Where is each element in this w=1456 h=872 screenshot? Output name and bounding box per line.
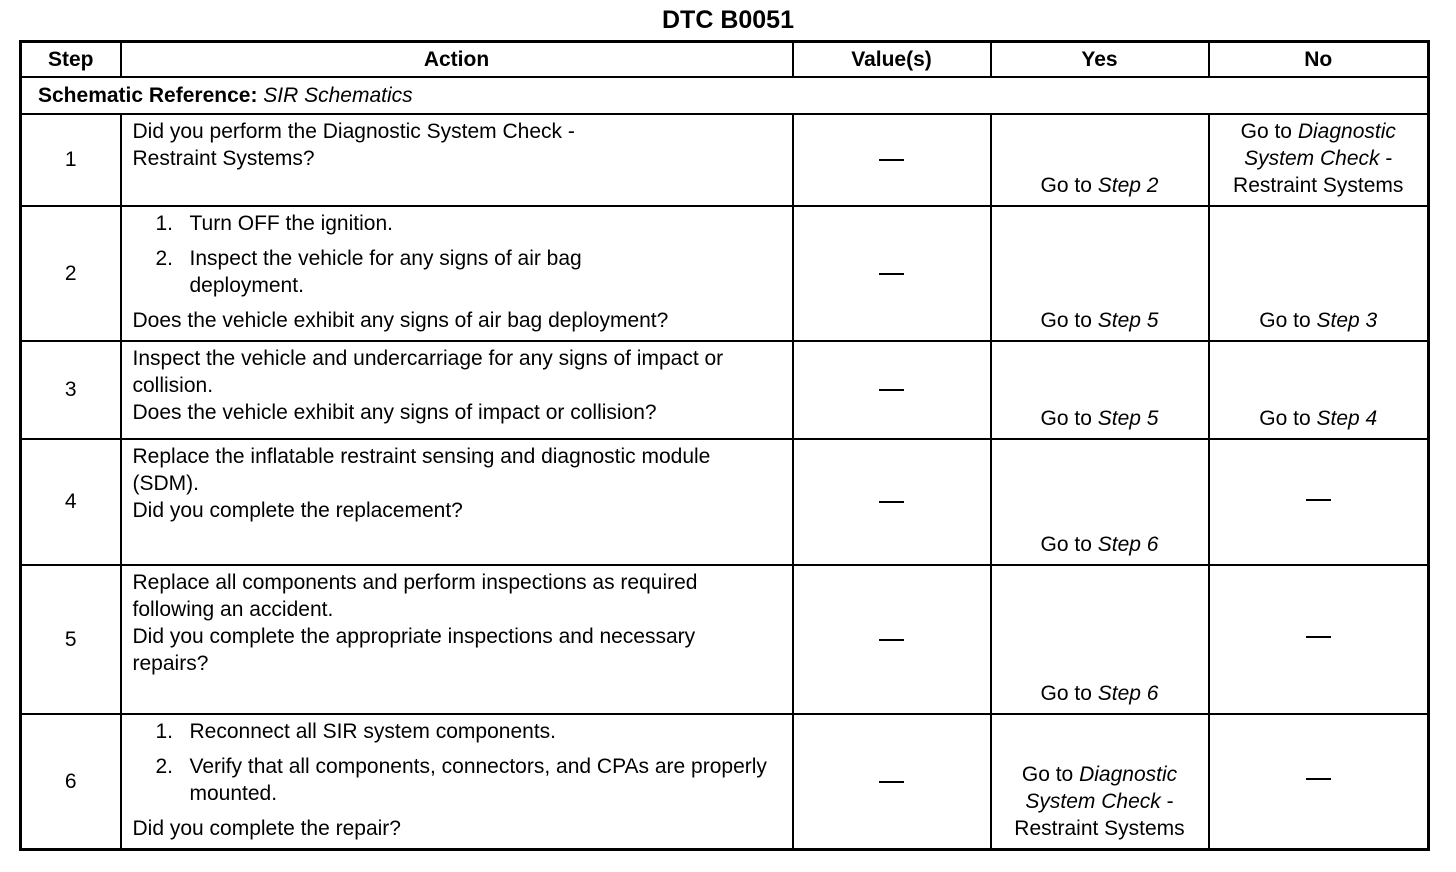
step-number: 1 <box>21 114 121 206</box>
value-cell <box>793 714 991 850</box>
value-cell <box>793 341 991 439</box>
goto-link[interactable]: System Check <box>1244 147 1380 170</box>
value-cell <box>793 206 991 341</box>
list-item: 1. Reconnect all SIR system components. <box>155 720 556 743</box>
dash <box>1306 499 1331 501</box>
list-item: 1. Turn OFF the ignition. <box>155 212 393 235</box>
action-text: Replace all components and perform inspections as required following an accident. <box>132 571 698 621</box>
yes-cell: Go to Step 5 <box>991 341 1209 439</box>
table-row <box>21 439 1429 565</box>
goto-link[interactable]: System Check <box>1025 790 1161 813</box>
header-no: No <box>1209 42 1429 78</box>
header-action: Action <box>121 42 793 78</box>
header-row <box>21 42 1429 78</box>
action-cell <box>121 341 793 439</box>
action-text: Replace the inflatable restraint sensing and diagnostic module (SDM). <box>132 445 711 495</box>
list-item: 2. Verify that all components, connectors, and CPAs are properly mounted. <box>155 755 767 805</box>
goto-link[interactable]: Step 3 <box>1316 309 1378 332</box>
step-number: 5 <box>21 565 121 714</box>
dash <box>879 781 904 783</box>
action-text: Inspect the vehicle and undercarriage for any signs of impact or collision. <box>132 347 724 397</box>
header-values: Value(s) <box>793 42 991 78</box>
action-cell <box>121 114 793 206</box>
goto-link[interactable]: Step 5 <box>1097 407 1159 430</box>
question-text: Did you complete the replacement? <box>132 499 463 522</box>
step-number: 3 <box>21 341 121 439</box>
no-cell <box>1209 565 1429 714</box>
question-text: Did you complete the repair? <box>132 817 401 840</box>
header-yes: Yes <box>991 42 1209 78</box>
value-cell <box>793 565 991 714</box>
table-row <box>21 714 1429 850</box>
dash <box>879 389 904 391</box>
goto-link[interactable]: Step 5 <box>1097 309 1159 332</box>
goto-link[interactable]: Step 4 <box>1316 407 1378 430</box>
action-cell <box>121 565 793 714</box>
page-title: DTC B0051 <box>662 6 794 34</box>
yes-cell: Go to Step 6 <box>991 439 1209 565</box>
goto-link[interactable]: Diagnostic <box>1297 120 1396 143</box>
goto-link[interactable]: Step 6 <box>1097 533 1159 556</box>
schematic-link[interactable]: SIR Schematics <box>263 83 413 107</box>
dash <box>879 273 904 275</box>
dash <box>879 639 904 641</box>
action-text: Did you perform the Diagnostic System Check - <box>132 120 575 143</box>
table-row <box>21 565 1429 714</box>
diagnostic-table <box>19 40 1430 851</box>
step-number: 2 <box>21 206 121 341</box>
dash <box>1306 778 1331 780</box>
question-text: Does the vehicle exhibit any signs of impact or collision? <box>132 401 657 424</box>
yes-cell: Go to Step 6 <box>991 565 1209 714</box>
dash <box>879 159 904 161</box>
step-number: 4 <box>21 439 121 565</box>
value-cell <box>793 439 991 565</box>
no-cell <box>1209 714 1429 850</box>
goto-link[interactable]: Step 2 <box>1097 174 1159 197</box>
dash <box>879 501 904 503</box>
action-text: Restraint Systems? <box>132 147 315 170</box>
goto-link[interactable]: Step 6 <box>1097 682 1159 705</box>
schematic-label: Schematic Reference: <box>38 83 258 107</box>
goto-link[interactable]: Diagnostic <box>1079 763 1178 786</box>
table-row <box>21 114 1429 206</box>
yes-cell: Go to Step 2 <box>991 114 1209 206</box>
yes-cell: Go to Diagnostic System Check - Restraint Systems <box>991 714 1209 850</box>
no-cell: Go to Step 4 <box>1209 341 1429 439</box>
no-cell: Go to Step 3 <box>1209 206 1429 341</box>
table-row <box>21 341 1429 439</box>
step-number: 6 <box>21 714 121 850</box>
list-item: 2. Inspect the vehicle for any signs of air bag deployment. <box>155 247 582 297</box>
no-cell <box>1209 439 1429 565</box>
table-row <box>21 206 1429 341</box>
yes-cell: Go to Step 5 <box>991 206 1209 341</box>
schematic-row <box>21 77 1429 114</box>
question-text: Did you complete the appropriate inspections and necessary repairs? <box>132 625 696 675</box>
dash <box>1306 636 1331 638</box>
action-cell <box>121 206 793 341</box>
question-text: Does the vehicle exhibit any signs of air bag deployment? <box>132 309 669 332</box>
value-cell <box>793 114 991 206</box>
action-cell <box>121 439 793 565</box>
action-cell <box>121 714 793 850</box>
header-step: Step <box>21 42 121 78</box>
no-cell: Go to Diagnostic System Check - Restraint Systems <box>1209 114 1429 206</box>
